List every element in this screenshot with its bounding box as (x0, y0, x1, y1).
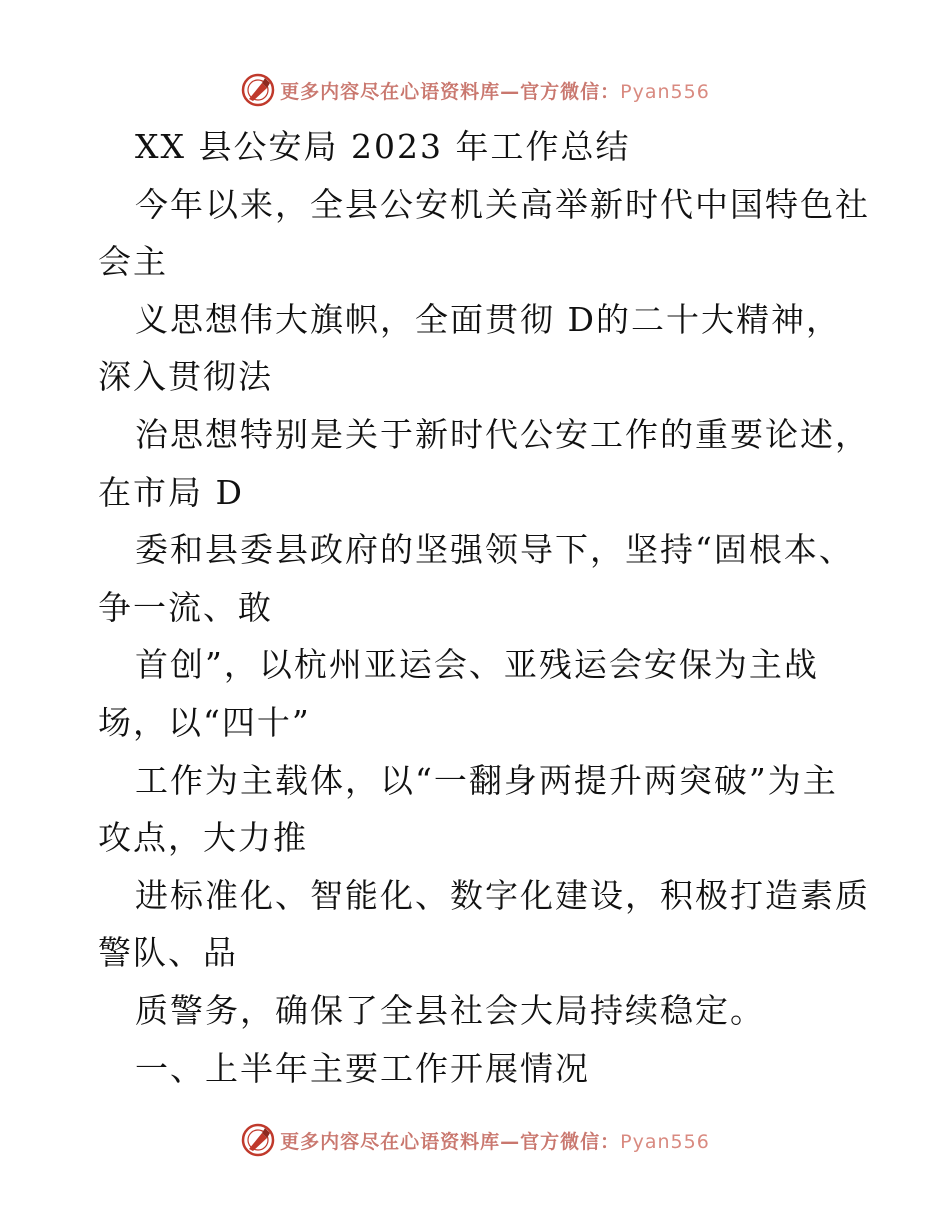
document-title: XX 县公安局 2023 年工作总结 (135, 127, 631, 166)
header-watermark-banner (0, 68, 950, 112)
banner-text (280, 1127, 710, 1154)
text-line: 深入贯彻法 (98, 357, 273, 397)
text-line: 攻点，大力推 (98, 818, 308, 858)
text-line: 会主 (98, 242, 168, 282)
text-line: 治思想特别是关于新时代公安工作的重要论述， (135, 414, 870, 454)
text-line: 质警务，确保了全县社会大局持续稳定。 (135, 990, 765, 1030)
text-line: 首创”，以杭州亚运会、亚残运会安保为主战 (135, 645, 819, 685)
banner-wechat-id: Pyan556 (620, 80, 710, 103)
text-line: 工作为主载体，以“一翻身两提升两突破”为主 (135, 760, 838, 800)
text-line: 委和县委县政府的坚强领导下，坚持“固根本、 (135, 530, 854, 570)
banner-text (280, 77, 710, 104)
text-line: 争一流、敢 (98, 587, 273, 627)
text-line: 进标准化、智能化、数字化建设，积极打造素质 (135, 875, 870, 915)
banner-main-text: 更多内容尽在心语资料库—官方微信： (280, 1130, 621, 1153)
document-body (98, 118, 888, 1097)
pen-logo-icon (240, 72, 276, 108)
text-line: 一、上半年主要工作开展情况 (135, 1048, 590, 1088)
text-line: 义思想伟大旗帜，全面贯彻 D的二十大精神， (135, 299, 841, 339)
banner-wechat-id: Pyan556 (620, 1130, 710, 1153)
text-line: 今年以来，全县公安机关高举新时代中国特色社 (135, 184, 870, 224)
banner-main-text: 更多内容尽在心语资料库—官方微信： (280, 80, 621, 103)
text-line: 警队、品 (98, 933, 238, 973)
text-line: 在市局 D (98, 472, 244, 512)
footer-watermark-banner (0, 1118, 950, 1162)
text-line: 场，以“四十” (98, 702, 311, 742)
pen-logo-icon (240, 1122, 276, 1158)
